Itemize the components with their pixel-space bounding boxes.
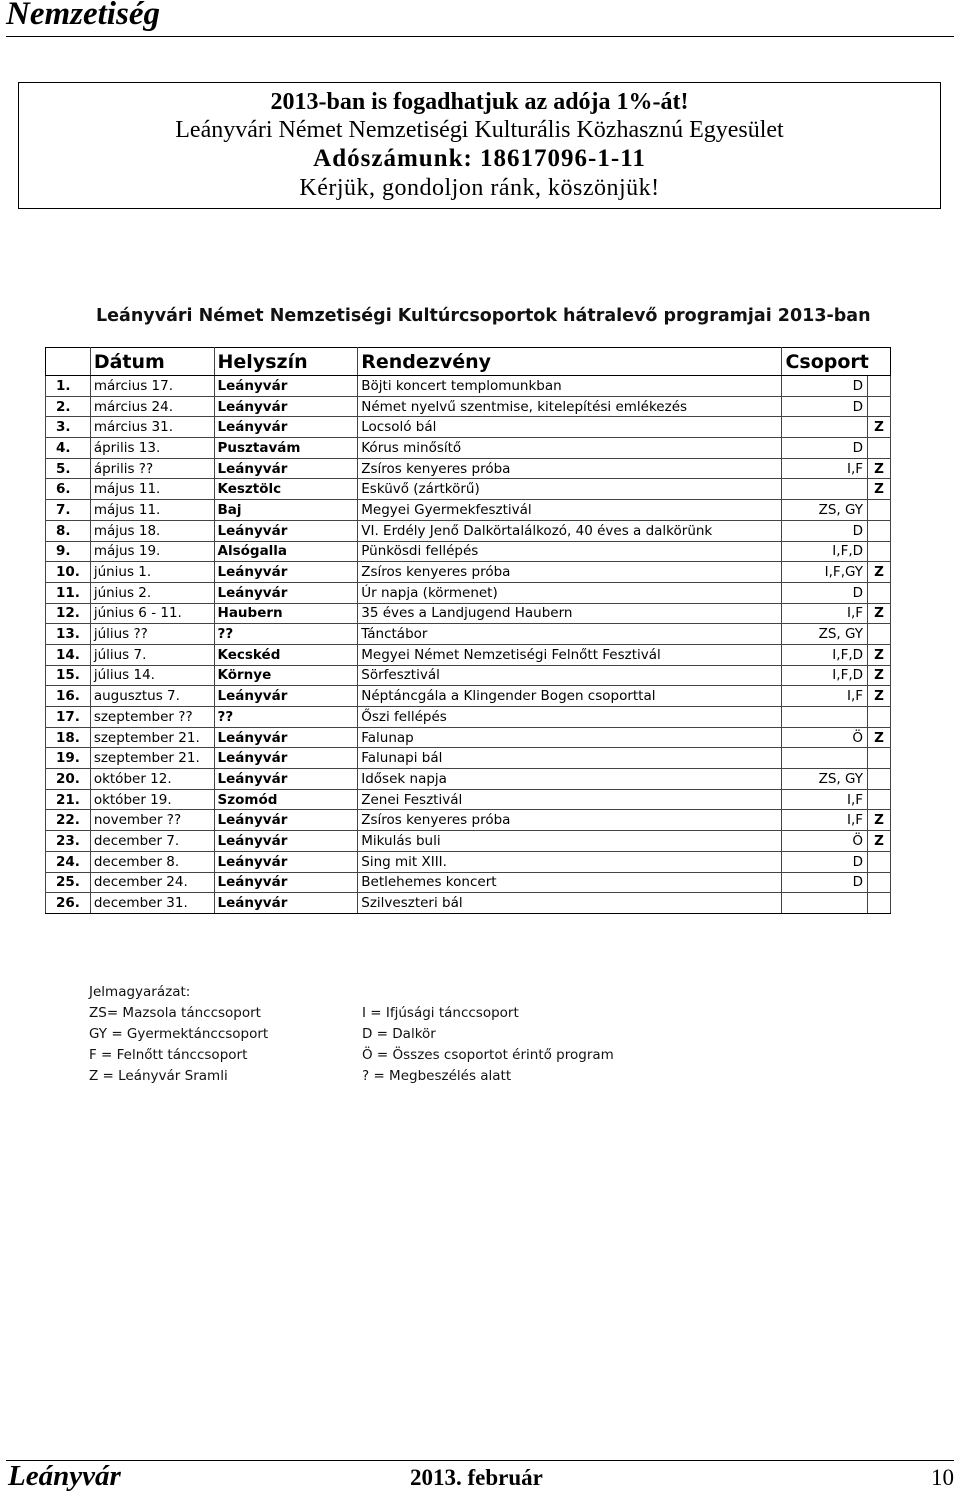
row-number: 9. [46, 541, 91, 562]
row-event: Zenei Fesztivál [358, 789, 782, 810]
top-divider [6, 36, 954, 37]
row-event: Őszi fellépés [358, 707, 782, 728]
row-event: Böjti koncert templomunkban [358, 376, 782, 397]
table-row [46, 479, 891, 500]
table-row [46, 396, 891, 417]
row-group [782, 707, 868, 728]
table-row [46, 748, 891, 769]
row-sramli: Z [868, 665, 891, 686]
row-number: 12. [46, 603, 91, 624]
row-number: 14. [46, 644, 91, 665]
row-sramli: Z [868, 479, 891, 500]
row-event: Szilveszteri bál [358, 893, 782, 914]
table-header-row [46, 348, 891, 376]
legend-right [362, 1003, 614, 1087]
table-row [46, 851, 891, 872]
row-sramli [868, 851, 891, 872]
legend-item: F = Felnőtt tánccsoport [89, 1047, 248, 1063]
row-date: március 31. [90, 417, 214, 438]
row-number: 2. [46, 396, 91, 417]
row-event: Zsíros kenyeres próba [358, 810, 782, 831]
row-place: Leányvár [214, 769, 358, 790]
row-event: Sing mit XIII. [358, 851, 782, 872]
row-place: Leányvár [214, 396, 358, 417]
notice-tax-number: Adószámunk: 18617096-1-11 [313, 145, 646, 172]
row-place: Leányvár [214, 417, 358, 438]
tax-notice-box [18, 82, 941, 209]
row-number: 6. [46, 479, 91, 500]
row-number: 16. [46, 686, 91, 707]
row-date: március 17. [90, 376, 214, 397]
row-event: Tánctábor [358, 624, 782, 645]
row-place: Kecskéd [214, 644, 358, 665]
row-event: 35 éves a Landjugend Haubern [358, 603, 782, 624]
row-place: Leányvár [214, 810, 358, 831]
row-event: Locsoló bál [358, 417, 782, 438]
row-place: ?? [214, 707, 358, 728]
row-place: Leányvár [214, 686, 358, 707]
row-date: május 11. [90, 479, 214, 500]
row-date: július ?? [90, 624, 214, 645]
row-place: Szomód [214, 789, 358, 810]
row-date: december 31. [90, 893, 214, 914]
row-place: Leányvár [214, 458, 358, 479]
table-row [46, 789, 891, 810]
row-date: szeptember 21. [90, 748, 214, 769]
table-row [46, 831, 891, 852]
section-title: Nemzetiség [6, 0, 160, 32]
table-row [46, 769, 891, 790]
table-row [46, 727, 891, 748]
row-place: Leányvár [214, 376, 358, 397]
row-event: Úr napja (körmenet) [358, 582, 782, 603]
row-number: 25. [46, 872, 91, 893]
row-place: Leányvár [214, 520, 358, 541]
footer-publication-name: Leányvár [8, 1460, 121, 1492]
row-sramli [868, 893, 891, 914]
row-number: 10. [46, 562, 91, 583]
legend-title: Jelmagyarázat: [89, 984, 191, 1000]
row-date: március 24. [90, 396, 214, 417]
row-place: Leányvár [214, 562, 358, 583]
row-number: 4. [46, 438, 91, 459]
row-group: D [782, 520, 868, 541]
row-group: D [782, 872, 868, 893]
row-group [782, 893, 868, 914]
row-group: ZS, GY [782, 624, 868, 645]
row-sramli [868, 376, 891, 397]
row-sramli: Z [868, 458, 891, 479]
row-sramli: Z [868, 686, 891, 707]
row-number: 7. [46, 500, 91, 521]
row-group: ZS, GY [782, 500, 868, 521]
table-row [46, 438, 891, 459]
row-place: Környe [214, 665, 358, 686]
row-date: augusztus 7. [90, 686, 214, 707]
row-place: Leányvár [214, 851, 358, 872]
row-group: I,F,D [782, 541, 868, 562]
row-place: Kesztölc [214, 479, 358, 500]
row-group: D [782, 582, 868, 603]
row-date: december 8. [90, 851, 214, 872]
row-group: I,F [782, 810, 868, 831]
schedule-title: Leányvári Német Nemzetiségi Kultúrcsoportok hátralevő programjai 2013-ban [96, 306, 871, 326]
row-group [782, 479, 868, 500]
table-row [46, 541, 891, 562]
header-number [46, 348, 91, 376]
row-place: Baj [214, 500, 358, 521]
table-row [46, 417, 891, 438]
row-sramli [868, 707, 891, 728]
row-number: 17. [46, 707, 91, 728]
legend-item: I = Ifjúsági tánccsoport [362, 1005, 519, 1021]
notice-request: Kérjük, gondoljon ránk, köszönjük! [299, 175, 660, 201]
header-group: Csoport [782, 348, 891, 376]
row-date: november ?? [90, 810, 214, 831]
row-event: Pünkösdi fellépés [358, 541, 782, 562]
row-group: I,F [782, 789, 868, 810]
row-date: június 1. [90, 562, 214, 583]
row-number: 19. [46, 748, 91, 769]
row-event: Falunap [358, 727, 782, 748]
table-row [46, 893, 891, 914]
row-sramli [868, 789, 891, 810]
row-date: szeptember 21. [90, 727, 214, 748]
row-sramli: Z [868, 562, 891, 583]
row-group: I,F,D [782, 644, 868, 665]
row-sramli: Z [868, 831, 891, 852]
row-date: május 19. [90, 541, 214, 562]
row-sramli [868, 438, 891, 459]
table-row [46, 872, 891, 893]
notice-organization: Leányvári Német Nemzetiségi Kulturális Közhasznú Egyesület [175, 117, 784, 143]
row-date: október 12. [90, 769, 214, 790]
row-event: Mikulás buli [358, 831, 782, 852]
row-number: 22. [46, 810, 91, 831]
row-sramli [868, 541, 891, 562]
row-event: Esküvő (zártkörű) [358, 479, 782, 500]
row-event: Zsíros kenyeres próba [358, 458, 782, 479]
row-event: Német nyelvű szentmise, kitelepítési emlékezés [358, 396, 782, 417]
row-event: Zsíros kenyeres próba [358, 562, 782, 583]
table-row [46, 520, 891, 541]
header-date: Dátum [90, 348, 214, 376]
row-group: ZS, GY [782, 769, 868, 790]
row-date: április ?? [90, 458, 214, 479]
table-row [46, 665, 891, 686]
row-group: D [782, 851, 868, 872]
row-event: Néptáncgála a Klingender Bogen csoporttal [358, 686, 782, 707]
table-row [46, 810, 891, 831]
row-group: I,F [782, 458, 868, 479]
row-sramli [868, 520, 891, 541]
row-number: 23. [46, 831, 91, 852]
row-sramli [868, 500, 891, 521]
row-event: Megyei Gyermekfesztivál [358, 500, 782, 521]
row-date: április 13. [90, 438, 214, 459]
row-number: 21. [46, 789, 91, 810]
row-group: D [782, 396, 868, 417]
row-number: 1. [46, 376, 91, 397]
row-group: I,F [782, 603, 868, 624]
row-date: július 14. [90, 665, 214, 686]
row-place: Leányvár [214, 872, 358, 893]
row-sramli: Z [868, 727, 891, 748]
header-place: Helyszín [214, 348, 358, 376]
row-event: Megyei Német Nemzetiségi Felnőtt Fesztivál [358, 644, 782, 665]
page-number: 10 [931, 1465, 954, 1490]
row-group: Ö [782, 831, 868, 852]
table-row [46, 603, 891, 624]
row-number: 13. [46, 624, 91, 645]
row-event: VI. Erdély Jenő Dalkörtalálkozó, 40 éves a dalkörünk [358, 520, 782, 541]
table-row [46, 686, 891, 707]
row-place: Leányvár [214, 727, 358, 748]
row-place: ?? [214, 624, 358, 645]
row-place: Haubern [214, 603, 358, 624]
legend-item: Ö = Összes csoportot érintő program [362, 1047, 614, 1063]
legend-item: Z = Leányvár Sramli [89, 1068, 228, 1084]
table-row [46, 624, 891, 645]
row-date: december 24. [90, 872, 214, 893]
row-event: Sörfesztivál [358, 665, 782, 686]
table-row [46, 582, 891, 603]
legend-item: GY = Gyermektánccsoport [89, 1026, 269, 1042]
table-row [46, 644, 891, 665]
row-place: Alsógalla [214, 541, 358, 562]
row-place: Pusztavám [214, 438, 358, 459]
row-sramli: Z [868, 644, 891, 665]
table-row [46, 458, 891, 479]
row-number: 5. [46, 458, 91, 479]
row-number: 15. [46, 665, 91, 686]
row-group: D [782, 376, 868, 397]
notice-headline: 2013-ban is fogadhatjuk az adója 1%-át! [270, 89, 689, 115]
row-date: május 18. [90, 520, 214, 541]
row-date: december 7. [90, 831, 214, 852]
row-number: 18. [46, 727, 91, 748]
row-group: Ö [782, 727, 868, 748]
row-place: Leányvár [214, 831, 358, 852]
row-sramli [868, 582, 891, 603]
header-event: Rendezvény [358, 348, 782, 376]
row-group: I,F,GY [782, 562, 868, 583]
row-group [782, 417, 868, 438]
row-number: 24. [46, 851, 91, 872]
row-sramli [868, 396, 891, 417]
row-place: Leányvár [214, 893, 358, 914]
row-event: Falunapi bál [358, 748, 782, 769]
row-place: Leányvár [214, 748, 358, 769]
row-date: szeptember ?? [90, 707, 214, 728]
row-group: I,F [782, 686, 868, 707]
row-number: 8. [46, 520, 91, 541]
row-place: Leányvár [214, 582, 358, 603]
row-sramli [868, 624, 891, 645]
row-group: I,F,D [782, 665, 868, 686]
table-row [46, 707, 891, 728]
row-sramli: Z [868, 417, 891, 438]
row-sramli: Z [868, 603, 891, 624]
row-sramli [868, 872, 891, 893]
row-event: Idősek napja [358, 769, 782, 790]
table-row [46, 376, 891, 397]
row-event: Kórus minősítő [358, 438, 782, 459]
row-event: Betlehemes koncert [358, 872, 782, 893]
row-sramli [868, 748, 891, 769]
legend-item: D = Dalkör [362, 1026, 436, 1042]
row-date: július 7. [90, 644, 214, 665]
row-number: 20. [46, 769, 91, 790]
footer-date: 2013. február [410, 1465, 543, 1490]
row-date: október 19. [90, 789, 214, 810]
row-date: június 6 - 11. [90, 603, 214, 624]
row-sramli: Z [868, 810, 891, 831]
row-date: június 2. [90, 582, 214, 603]
schedule-table [45, 347, 891, 914]
table-row [46, 500, 891, 521]
legend-item: ? = Megbeszélés alatt [362, 1068, 512, 1084]
row-group: D [782, 438, 868, 459]
row-sramli [868, 769, 891, 790]
table-row [46, 562, 891, 583]
row-number: 3. [46, 417, 91, 438]
row-group [782, 748, 868, 769]
row-number: 26. [46, 893, 91, 914]
row-number: 11. [46, 582, 91, 603]
row-date: május 11. [90, 500, 214, 521]
legend-item: ZS= Mazsola tánccsoport [89, 1005, 261, 1021]
legend-left [89, 982, 268, 1087]
bottom-divider [6, 1460, 954, 1461]
